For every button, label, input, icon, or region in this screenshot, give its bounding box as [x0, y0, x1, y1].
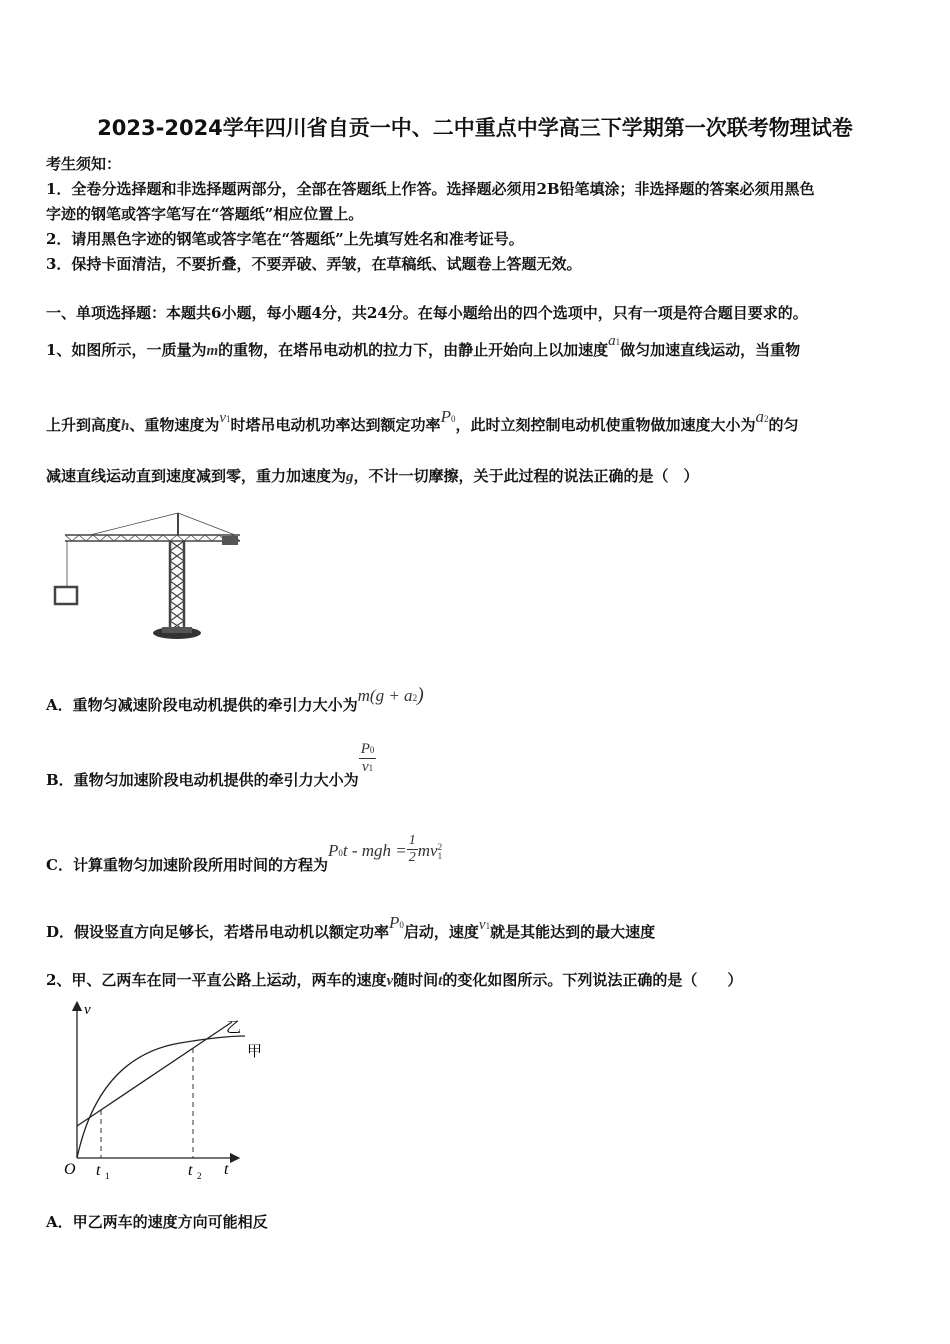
notice-item-1-line-1: 1．全卷分选择题和非选择题两部分，全部在答题纸上作答。选择题必须用2B铅笔填涂；非选择题的答案必须用黑色: [46, 180, 815, 198]
tower-crane-figure: [50, 508, 245, 643]
t1-label: t: [96, 1162, 101, 1179]
q1-option-c: C．计算重物匀加速阶段所用时间的方程为P0t - mgh = $\frac{1}{2}$ mv 2 1: [46, 833, 443, 874]
label-jia: 甲: [247, 1044, 263, 1060]
origin-label: O: [64, 1161, 76, 1178]
notice-item-1-line-2: 字迹的钢笔或答字笔写在“答题纸”相应位置上。: [46, 205, 364, 223]
q1-line-1: 1、如图所示，一质量为m的重物，在塔吊电动机的拉力下，由静止开始向上以加速度a1做匀加速直线运动，当重物: [46, 333, 801, 359]
curve-jia: [77, 1036, 245, 1158]
q2-option-a: A．甲乙两车的速度方向可能相反: [46, 1213, 268, 1231]
notice-heading: 考生须知：: [46, 155, 122, 173]
t-axis-label: t: [224, 1161, 229, 1178]
page-title: 2023-2024学年四川省自贡一中、二中重点中学高三下学期第一次联考物理试卷: [97, 116, 853, 140]
velocity-time-graph: [60, 998, 275, 1183]
line-yi: [77, 1022, 232, 1126]
section-heading: 一、单项选择题：本题共6小题，每小题4分，共24分。在每小题给出的四个选项中，只有一项是符合题目要求的。: [46, 304, 808, 322]
t1-subscript: 1: [105, 1171, 110, 1181]
q1-option-a: A．重物匀减速阶段电动机提供的牵引力大小为m(g + a2): [46, 684, 424, 714]
fraction-p0-over-v1: $\frac{P0}{v1}$: [360, 741, 375, 775]
notice-item-3: 3．保持卡面清洁，不要折叠，不要弄破、弄皱，在草稿纸、试题卷上答题无效。: [46, 255, 582, 273]
t2-label: t: [188, 1162, 193, 1179]
q1-line-3: 减速直线运动直到速度减到零，重力加速度为g，不计一切摩擦，关于此过程的说法正确的是（ ）: [46, 467, 699, 485]
v-axis-label: v: [84, 1002, 91, 1018]
notice-item-2: 2．请用黑色字迹的钢笔或答字笔在“答题纸”上先填写姓名和准考证号。: [46, 230, 524, 248]
label-yi: 乙: [226, 1020, 242, 1036]
q1-line-2: 上升到高度h、重物速度为v1时塔吊电动机功率达到额定功率P0，此时立刻控制电动机使重物做加速度大小为a2的匀: [46, 407, 799, 434]
t2-subscript: 2: [197, 1171, 202, 1181]
q1-option-d: D．假设竖直方向足够长，若塔吊电动机以额定功率P0启动，速度v1就是其能达到的最大速度: [46, 913, 656, 941]
q1-option-b: B．重物匀加速阶段电动机提供的牵引力大小为 $\frac{P0}{v1}$: [46, 741, 375, 789]
q2-stem: 2、甲、乙两车在同一平直公路上运动，两车的速度v随时间t的变化如图所示。下列说法正确的是（ ）: [46, 971, 743, 989]
